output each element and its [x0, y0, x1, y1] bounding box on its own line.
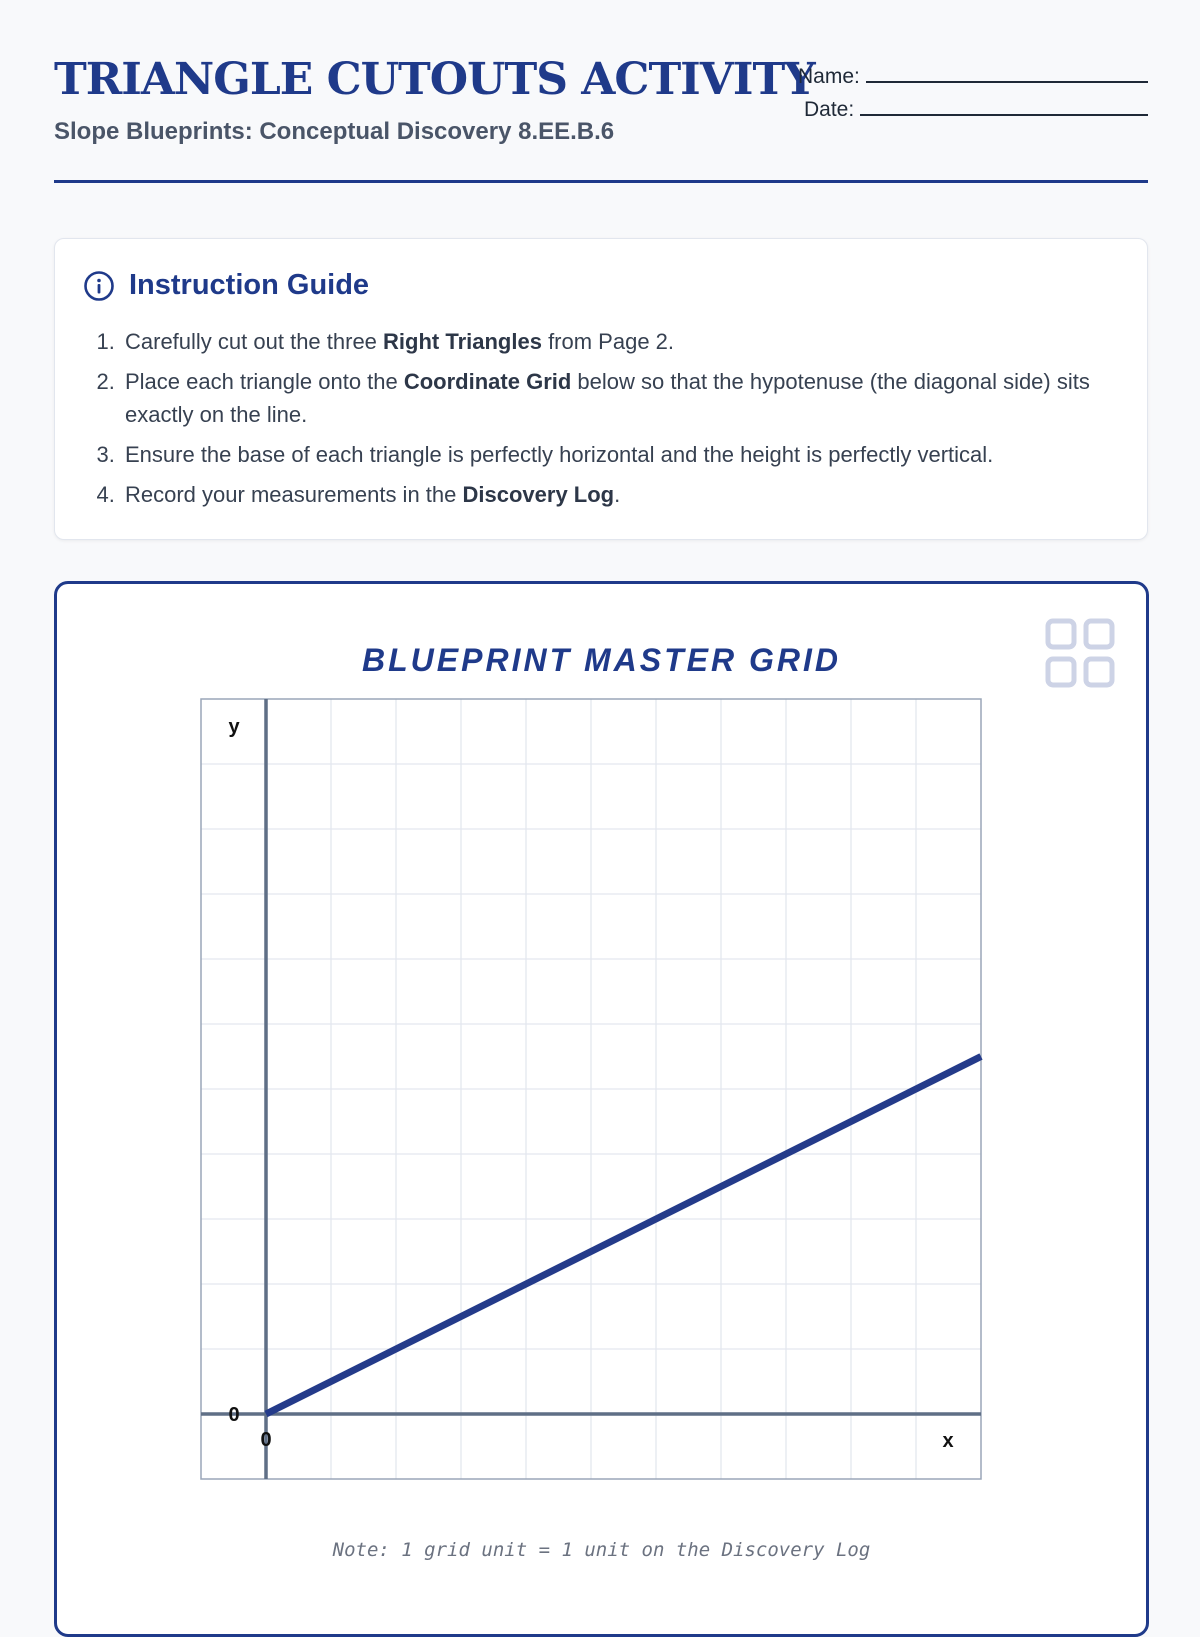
name-blank-line[interactable]: [866, 81, 1148, 83]
instruction-step: 1. Carefully cut out the three Right Triangles from Page 2.: [121, 325, 1141, 358]
date-label: Date:: [804, 98, 855, 121]
instruction-guide-header: [83, 269, 369, 302]
x-axis-label: x: [942, 1430, 954, 1452]
instruction-step: 2. Place each triangle onto the Coordinate Grid below so that the hypotenuse (the diagonal side) sits exactly on the line.: [121, 365, 1141, 431]
grid-scale-note: Note: 1 grid unit = 1 unit on the Discovery Log: [332, 1539, 871, 1561]
page-subtitle: Slope Blueprints: Conceptual Discovery 8.EE.B.6: [54, 118, 615, 145]
header-divider: [54, 180, 1148, 183]
page-title: TRIANGLE CUTOUTS ACTIVITY: [54, 54, 815, 105]
student-info-fields: [798, 56, 1148, 122]
instruction-steps-list: [97, 325, 1141, 518]
instruction-step: 4. Record your measurements in the Discovery Log.: [121, 478, 1141, 511]
y-axis-label: y: [228, 716, 240, 738]
date-field[interactable]: [798, 89, 1148, 122]
x-origin-tick-label: 0: [260, 1429, 272, 1451]
coordinate-grid-chart: [57, 584, 1146, 1534]
blueprint-grid-card: [54, 581, 1149, 1637]
instruction-guide-card: [54, 238, 1148, 540]
grid-card-title: BLUEPRINT MASTER GRID: [362, 642, 841, 678]
date-blank-line[interactable]: [860, 114, 1148, 116]
info-icon: [83, 270, 115, 302]
name-field[interactable]: [798, 56, 1148, 89]
instruction-step: 3. Ensure the base of each triangle is perfectly horizontal and the height is perfectly vertical.: [121, 438, 1141, 471]
y-origin-tick-label: 0: [228, 1404, 240, 1426]
name-label: Name:: [798, 65, 860, 88]
instruction-guide-title: Instruction Guide: [129, 269, 370, 301]
